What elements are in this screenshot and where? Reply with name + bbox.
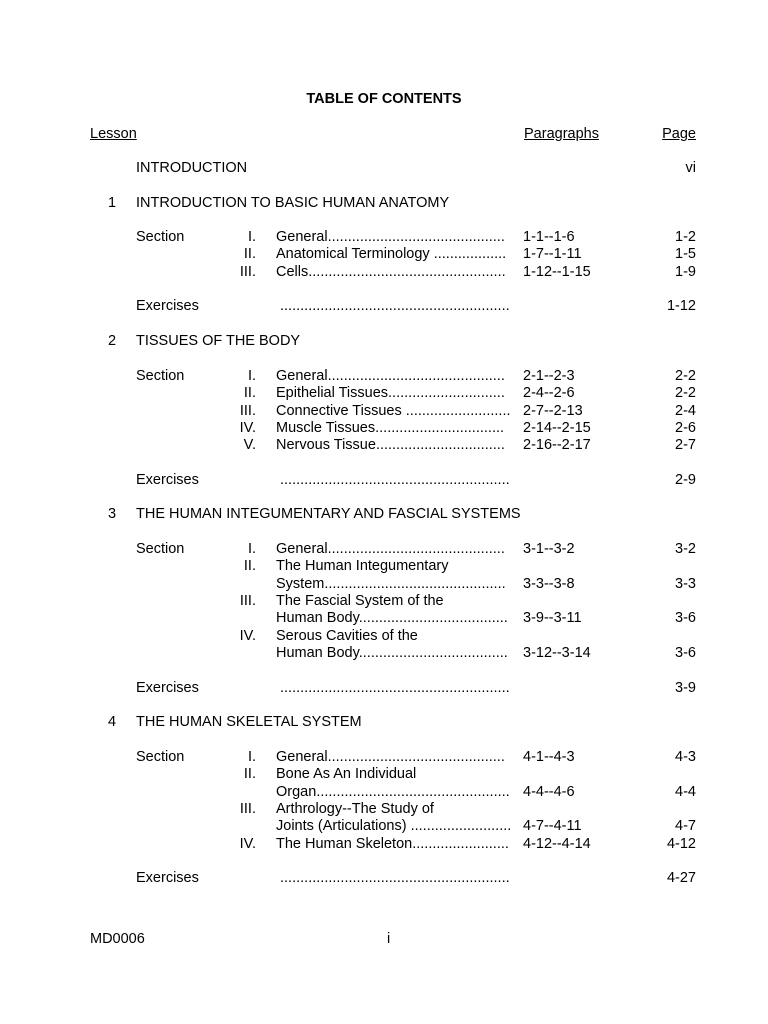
section-paragraphs: 2-4--2-6 bbox=[523, 385, 575, 402]
section-numeral: I. bbox=[247, 229, 256, 245]
section-numeral: I. bbox=[247, 749, 256, 765]
lesson-number: 4 bbox=[108, 714, 117, 730]
section-entry-text: Organ bbox=[276, 783, 317, 800]
section-paragraphs: 2-16--2-17 bbox=[523, 437, 591, 454]
section-paragraphs: 2-1--2-3 bbox=[523, 368, 575, 384]
leader-dots: ............................................ bbox=[327, 749, 505, 765]
section-page: 4-3 bbox=[675, 749, 696, 765]
section-numeral: IV. bbox=[239, 419, 256, 436]
leader-dots: ............................................ bbox=[327, 368, 505, 384]
leader-dots: ..................................... bbox=[358, 644, 508, 661]
section-numeral: IV. bbox=[239, 627, 256, 644]
section-page: 3-2 bbox=[675, 541, 696, 557]
section-paragraphs: 2-7--2-13 bbox=[523, 402, 583, 419]
exercises-page: 2-9 bbox=[675, 472, 696, 488]
section-label: Section bbox=[136, 749, 185, 765]
lesson-title: TISSUES OF THE BODY bbox=[136, 333, 301, 349]
leader-dots: .......................... bbox=[401, 402, 511, 419]
section-entry-line2 bbox=[276, 784, 510, 801]
section-entry-text: Human Body bbox=[276, 610, 359, 627]
section-label: Section bbox=[136, 541, 185, 557]
footer-doc-id: MD0006 bbox=[90, 931, 145, 947]
intro-page: vi bbox=[685, 160, 696, 176]
leader-dots: ......................... bbox=[406, 818, 512, 835]
section-entry-line1: The Fascial System of the bbox=[276, 592, 444, 609]
section-numeral: III. bbox=[239, 592, 256, 609]
exercises-dots: ......................................................... bbox=[280, 680, 510, 696]
section-entry-line2 bbox=[276, 818, 511, 835]
section-entry-line2 bbox=[276, 576, 506, 593]
header-lesson: Lesson bbox=[90, 126, 137, 142]
lesson-title: THE HUMAN SKELETAL SYSTEM bbox=[136, 714, 362, 730]
section-entry-line2 bbox=[276, 645, 508, 662]
exercises-label: Exercises bbox=[136, 680, 199, 696]
section-entry bbox=[276, 437, 505, 454]
leader-dots: ............................................ bbox=[327, 541, 505, 557]
leader-dots: .................. bbox=[429, 246, 507, 263]
section-entry bbox=[276, 420, 504, 437]
section-page: 3-6 bbox=[675, 610, 696, 627]
section-entry-text: General bbox=[276, 541, 328, 557]
leader-dots: ................................ bbox=[375, 419, 505, 436]
section-entry-text: General bbox=[276, 368, 328, 384]
section-page: 4-12 bbox=[666, 835, 696, 852]
lesson-number: 2 bbox=[108, 333, 117, 349]
intro-label: INTRODUCTION bbox=[136, 160, 248, 176]
section-page: 3-6 bbox=[675, 644, 696, 661]
section-numeral: I. bbox=[247, 541, 256, 557]
section-paragraphs: 3-3--3-8 bbox=[523, 575, 575, 592]
section-page: 4-4 bbox=[675, 783, 696, 800]
exercises-label: Exercises bbox=[136, 298, 199, 314]
section-entry-text: Nervous Tissue bbox=[276, 437, 376, 454]
exercises-page: 1-12 bbox=[666, 298, 696, 314]
lesson-number: 1 bbox=[108, 195, 117, 211]
section-page: 2-2 bbox=[675, 385, 696, 402]
section-label: Section bbox=[136, 229, 185, 245]
section-entry-text: General bbox=[276, 229, 328, 245]
leader-dots: ..................................... bbox=[358, 610, 508, 627]
lesson-title: INTRODUCTION TO BASIC HUMAN ANATOMY bbox=[136, 195, 450, 211]
section-page: 2-7 bbox=[675, 437, 696, 454]
section-paragraphs: 4-12--4-14 bbox=[523, 835, 591, 852]
section-paragraphs: 3-12--3-14 bbox=[523, 644, 591, 661]
section-numeral: I. bbox=[247, 368, 256, 384]
section-entry bbox=[276, 385, 505, 402]
header-paragraphs: Paragraphs bbox=[524, 126, 599, 142]
section-entry bbox=[276, 246, 506, 263]
section-paragraphs: 4-4--4-6 bbox=[523, 783, 575, 800]
section-paragraphs: 4-7--4-11 bbox=[523, 818, 582, 835]
exercises-dots: ......................................................... bbox=[280, 870, 510, 886]
section-numeral: III. bbox=[239, 263, 256, 280]
footer-page-number: i bbox=[387, 931, 391, 947]
section-entry-text: Muscle Tissues bbox=[276, 419, 376, 436]
section-entry-text: System bbox=[276, 575, 325, 592]
leader-dots: ................................................. bbox=[308, 263, 506, 280]
section-entry-line1: Arthrology--The Study of bbox=[276, 800, 434, 817]
section-paragraphs: 1-1--1-6 bbox=[523, 229, 575, 245]
section-numeral: II. bbox=[243, 558, 256, 575]
section-entry bbox=[276, 368, 505, 385]
exercises-dots: ......................................................... bbox=[280, 472, 510, 488]
leader-dots: ............................. bbox=[388, 385, 505, 402]
section-paragraphs: 1-7--1-11 bbox=[523, 246, 582, 263]
exercises-dots: ......................................................... bbox=[280, 298, 510, 314]
section-entry-text: Connective Tissues bbox=[276, 402, 402, 419]
section-numeral: IV. bbox=[239, 835, 256, 852]
leader-dots: ........................ bbox=[412, 835, 509, 852]
exercises-page: 4-27 bbox=[666, 870, 696, 886]
section-entry bbox=[276, 541, 505, 558]
section-entry bbox=[276, 836, 509, 853]
section-entry-text: Human Body bbox=[276, 644, 359, 661]
section-page: 2-2 bbox=[675, 368, 696, 384]
exercises-label: Exercises bbox=[136, 870, 199, 886]
section-entry bbox=[276, 229, 505, 246]
leader-dots: ................................ bbox=[375, 437, 505, 454]
section-page: 2-4 bbox=[675, 402, 696, 419]
section-numeral: III. bbox=[239, 402, 256, 419]
section-numeral: III. bbox=[239, 800, 256, 817]
section-page: 2-6 bbox=[675, 419, 696, 436]
section-entry-text: Cells bbox=[276, 263, 309, 280]
leader-dots: ............................................ bbox=[327, 229, 505, 245]
section-paragraphs: 3-9--3-11 bbox=[523, 610, 582, 627]
section-entry-line2 bbox=[276, 610, 508, 627]
section-numeral: II. bbox=[243, 766, 256, 783]
section-entry bbox=[276, 403, 511, 420]
leader-dots: ................................................ bbox=[316, 783, 510, 800]
exercises-page: 3-9 bbox=[675, 680, 696, 696]
section-entry-text: Anatomical Terminology bbox=[276, 246, 430, 263]
section-entry-line1: The Human Integumentary bbox=[276, 558, 449, 575]
section-entry-line1: Serous Cavities of the bbox=[276, 627, 418, 644]
header-page: Page bbox=[662, 126, 696, 142]
page-title: TABLE OF CONTENTS bbox=[306, 91, 462, 107]
section-paragraphs: 3-1--3-2 bbox=[523, 541, 575, 557]
exercises-label: Exercises bbox=[136, 472, 199, 488]
section-entry-text: Epithelial Tissues bbox=[276, 385, 389, 402]
section-entry-line1: Bone As An Individual bbox=[276, 766, 417, 783]
section-entry-text: The Human Skeleton bbox=[276, 835, 413, 852]
leader-dots: ............................................. bbox=[324, 575, 506, 592]
section-entry bbox=[276, 264, 506, 281]
lesson-number: 3 bbox=[108, 506, 117, 522]
lesson-title: THE HUMAN INTEGUMENTARY AND FASCIAL SYSTEMS bbox=[136, 506, 521, 522]
section-entry bbox=[276, 749, 505, 766]
section-page: 1-5 bbox=[675, 246, 696, 263]
section-entry-text: General bbox=[276, 749, 328, 765]
section-paragraphs: 4-1--4-3 bbox=[523, 749, 575, 765]
section-page: 3-3 bbox=[675, 575, 696, 592]
section-page: 1-9 bbox=[675, 263, 696, 280]
section-numeral: V. bbox=[243, 437, 256, 454]
section-numeral: II. bbox=[243, 385, 256, 402]
section-paragraphs: 1-12--1-15 bbox=[523, 263, 591, 280]
section-paragraphs: 2-14--2-15 bbox=[523, 419, 591, 436]
section-label: Section bbox=[136, 368, 185, 384]
section-page: 1-2 bbox=[675, 229, 696, 245]
section-entry-text: Joints (Articulations) bbox=[276, 818, 407, 835]
section-numeral: II. bbox=[243, 246, 256, 263]
section-page: 4-7 bbox=[675, 818, 696, 835]
